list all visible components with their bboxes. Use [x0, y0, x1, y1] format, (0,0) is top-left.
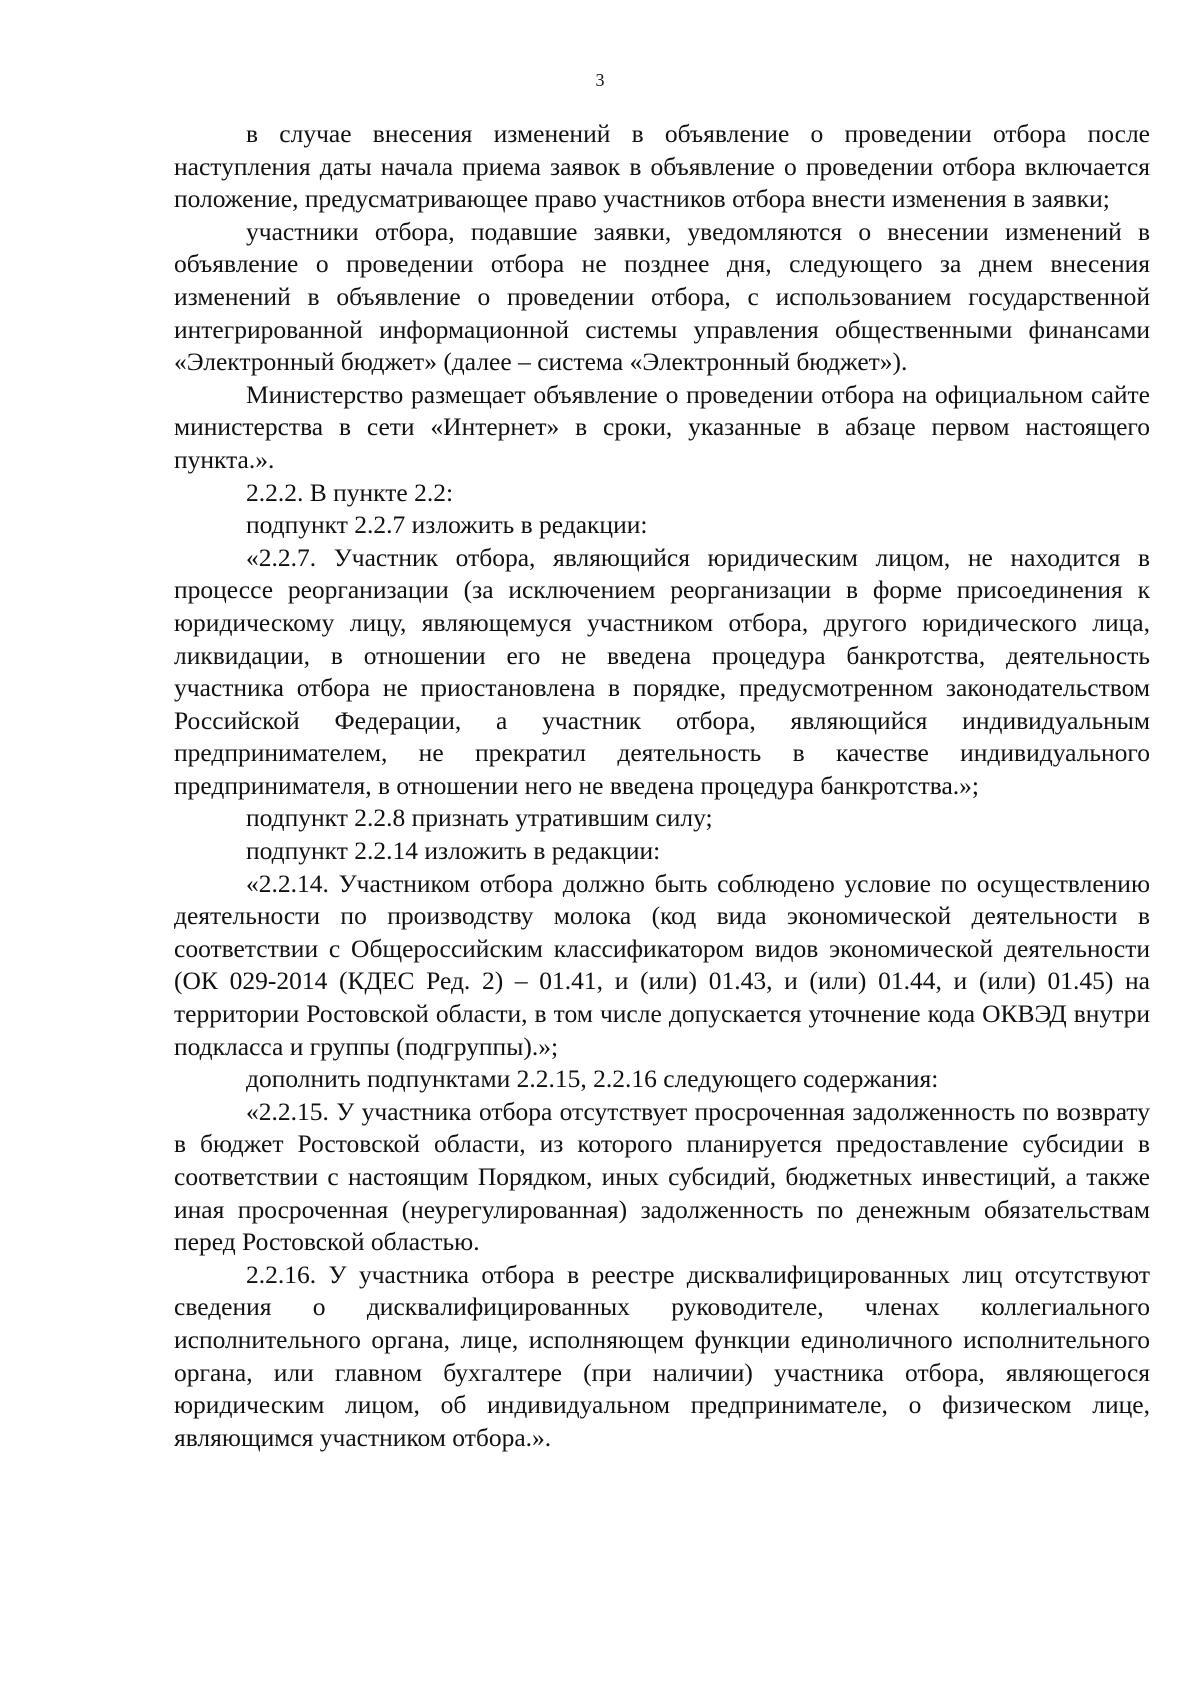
- paragraph-subclause-2-2-8: подпункт 2.2.8 признать утратившим силу;: [246, 803, 713, 833]
- document-body: [174, 118, 1150, 1454]
- page-number: 3: [595, 70, 605, 90]
- paragraph-subclause-2-2-7-text: «2.2.7. Участник отбора, являющийся юридическим лицом, не находится в процессе реорганизации (за исключением реорганизации в форме присоединения к юридическому лицу, являющемуся участником отбора, другого юридического лица, ликвидации, в отношении его не введена процедура банкротства, деятельность участника отбора не приостановлена в порядке, предусмотренном законодательством Российской Федерации, а участник отбора, являющийся индивидуальным предпринимателем, не прекратил деятельность в качестве индивидуального предпринимателя, в отношении него не введена процедура банкротства.»;: [174, 542, 1150, 800]
- paragraph-participants-notified: участники отбора, подавшие заявки, уведомляются о внесении изменений в объявление о проведении отбора не позднее дня, следующего за днем внесения изменений в объявление о проведении отбора, с использованием государственной интегрированной информационной системы управления общественными финансами «Электронный бюджет» (далее – система «Электронный бюджет»).: [174, 216, 1150, 377]
- paragraph-clause-2-2-2: 2.2.2. В пункте 2.2:: [246, 477, 454, 507]
- paragraph-subclause-2-2-15-text: «2.2.15. У участника отбора отсутствует просроченная задолженность по возврату в бюджет Ростовской области, из которого планируется предоставление субсидии в соответствии с настоящим Порядком, иных субсидий, бюджетных инвестиций, а также иная просроченная (неурегулированная) задолженность по денежным обязательствам перед Ростовской областью.: [174, 1096, 1150, 1257]
- paragraph-subclause-2-2-7-intro: подпункт 2.2.7 изложить в редакции:: [246, 510, 648, 540]
- paragraph-subclause-2-2-14-text: «2.2.14. Участником отбора должно быть соблюдено условие по осуществлению деятельности по производству молока (код вида экономической деятельности в соответствии с Общероссийским классификатором видов экономической деятельности (ОК 029-2014 (КДЕС Ред. 2) – 01.41, и (или) 01.43, и (или) 01.44, и (или) 01.45) на территории Ростовской области, в том числе допускается уточнение кода ОКВЭД внутри подкласса и группы (подгруппы).»;: [174, 868, 1150, 1061]
- paragraph-subclause-2-2-16-text: 2.2.16. У участника отбора в реестре дисквалифицированных лиц отсутствуют сведения о дисквалифицированных руководителе, членах коллегиального исполнительного органа, лице, исполняющем функции единоличного исполнительного органа, или главном бухгалтере (при наличии) участника отбора, являющегося юридическим лицом, об индивидуальном предпринимателе, о физическом лице, являющимся участником отбора.».: [174, 1259, 1150, 1452]
- paragraph-ministry-publishes: Министерство размещает объявление о проведении отбора на официальном сайте министерства в сети «Интернет» в сроки, указанные в абзаце первом настоящего пункта.».: [174, 379, 1150, 474]
- paragraph-subclause-2-2-14-intro: подпункт 2.2.14 изложить в редакции:: [246, 836, 661, 866]
- paragraph-add-subclauses: дополнить подпунктами 2.2.15, 2.2.16 следующего содержания:: [246, 1064, 939, 1094]
- paragraph-amendment-announcement: в случае внесения изменений в объявление о проведении отбора после наступления даты начала приема заявок в объявление о проведении отбора включается положение, предусматривающее право участников отбора внести изменения в заявки;: [174, 119, 1150, 214]
